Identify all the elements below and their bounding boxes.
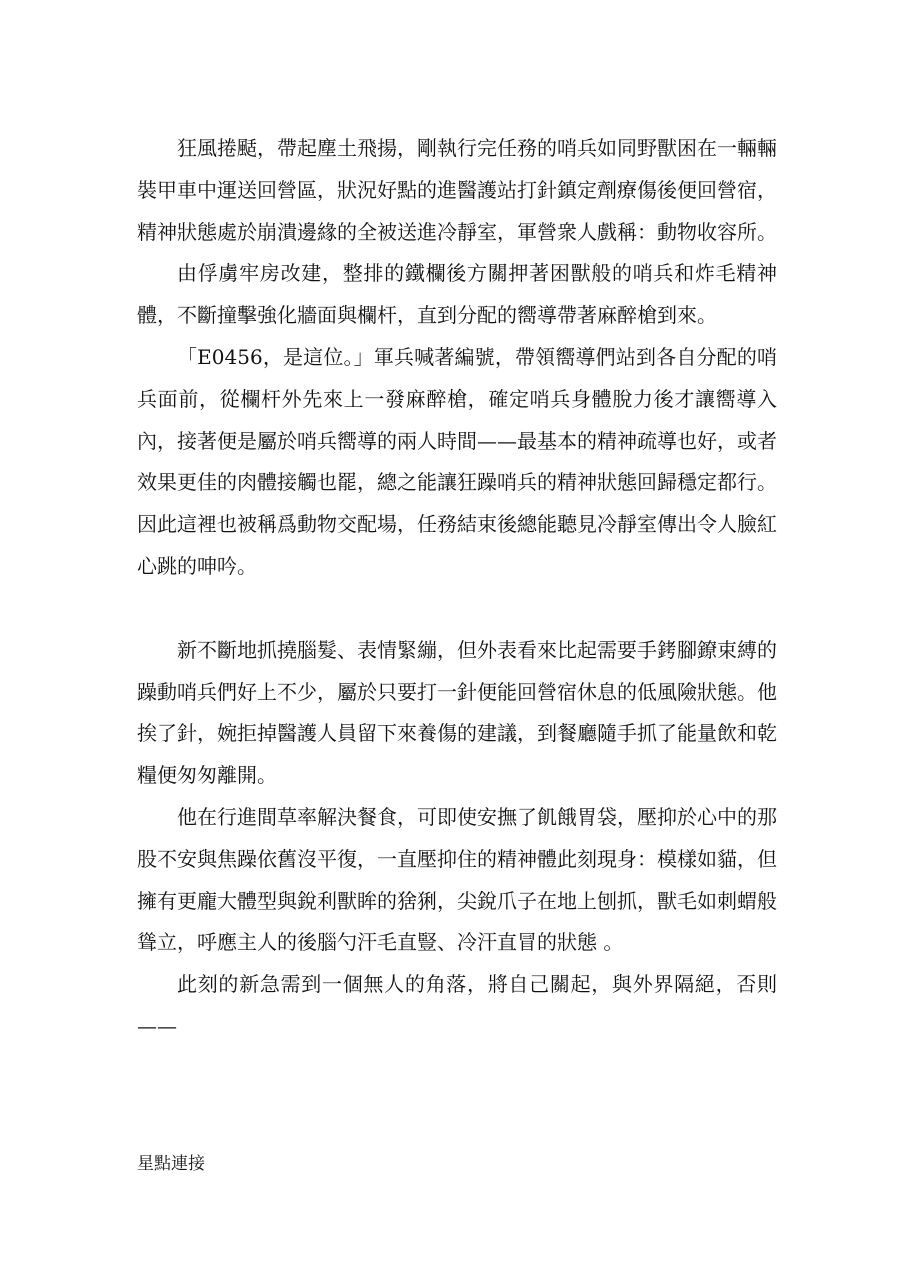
paragraph-4: 新不斷地抓撓腦髮、表情緊繃，但外表看來比起需要手銬腳鐐束縛的躁動哨兵們好上不少，屬於只要打一針便能回營宿休息的低風險狀態。他挨了針，婉拒掉醫護人員留下來養傷的建議，到餐廳隨手抓了能量飲和乾糧便匆匆離開。 (137, 637, 777, 788)
paragraph-2: 由俘虜牢房改建，整排的鐵欄後方關押著困獸般的哨兵和炸毛精神體，不斷撞擊強化牆面與欄杆，直到分配的嚮導帶著麻醉槍到來。 (137, 261, 777, 328)
page-footer: 星點連接 (137, 1154, 205, 1174)
body-text (137, 128, 777, 1048)
section-break (137, 588, 777, 630)
paragraph-1: 狂風捲颳，帶起塵土飛揚，剛執行完任務的哨兵如同野獸困在一輛輛裝甲車中運送回營區，狀況好點的進醫護站打針鎮定劑療傷後便回營宿，精神狀態處於崩潰邊緣的全被送進冷靜室，軍營衆人戲稱：動物收容所。 (137, 136, 777, 244)
paragraph-5: 他在行進間草率解決餐食，可即使安撫了飢餓胃袋，壓抑於心中的那股不安與焦躁依舊沒平復，一直壓抑住的精神體此刻現身：模樣如貓，但擁有更龐大體型與銳利獸眸的猞猁，尖銳爪子在地上刨抓，獸毛如刺蝟般聳立，呼應主人的後腦勺汗毛直豎、冷汗直冒的狀態 。 (137, 804, 777, 955)
paragraph-3: 「E0456，是這位。」軍兵喊著編號，帶領嚮導們站到各自分配的哨兵面前，從欄杆外先來上一發麻醉槍，確定哨兵身體脫力後才讓嚮導入內，接著便是屬於哨兵嚮導的兩人時間——最基本的精神疏導也好，或者效果更佳的肉體接觸也罷，總之能讓狂躁哨兵的精神狀態回歸穩定都行。因此這裡也被稱爲動物交配場，任務結束後總能聽見冷靜室傳出令人臉紅心跳的呻吟。 (137, 344, 777, 578)
paragraph-6: 此刻的新急需到一個無人的角落，將自己關起，與外界隔絕，否則—— (137, 972, 777, 1038)
